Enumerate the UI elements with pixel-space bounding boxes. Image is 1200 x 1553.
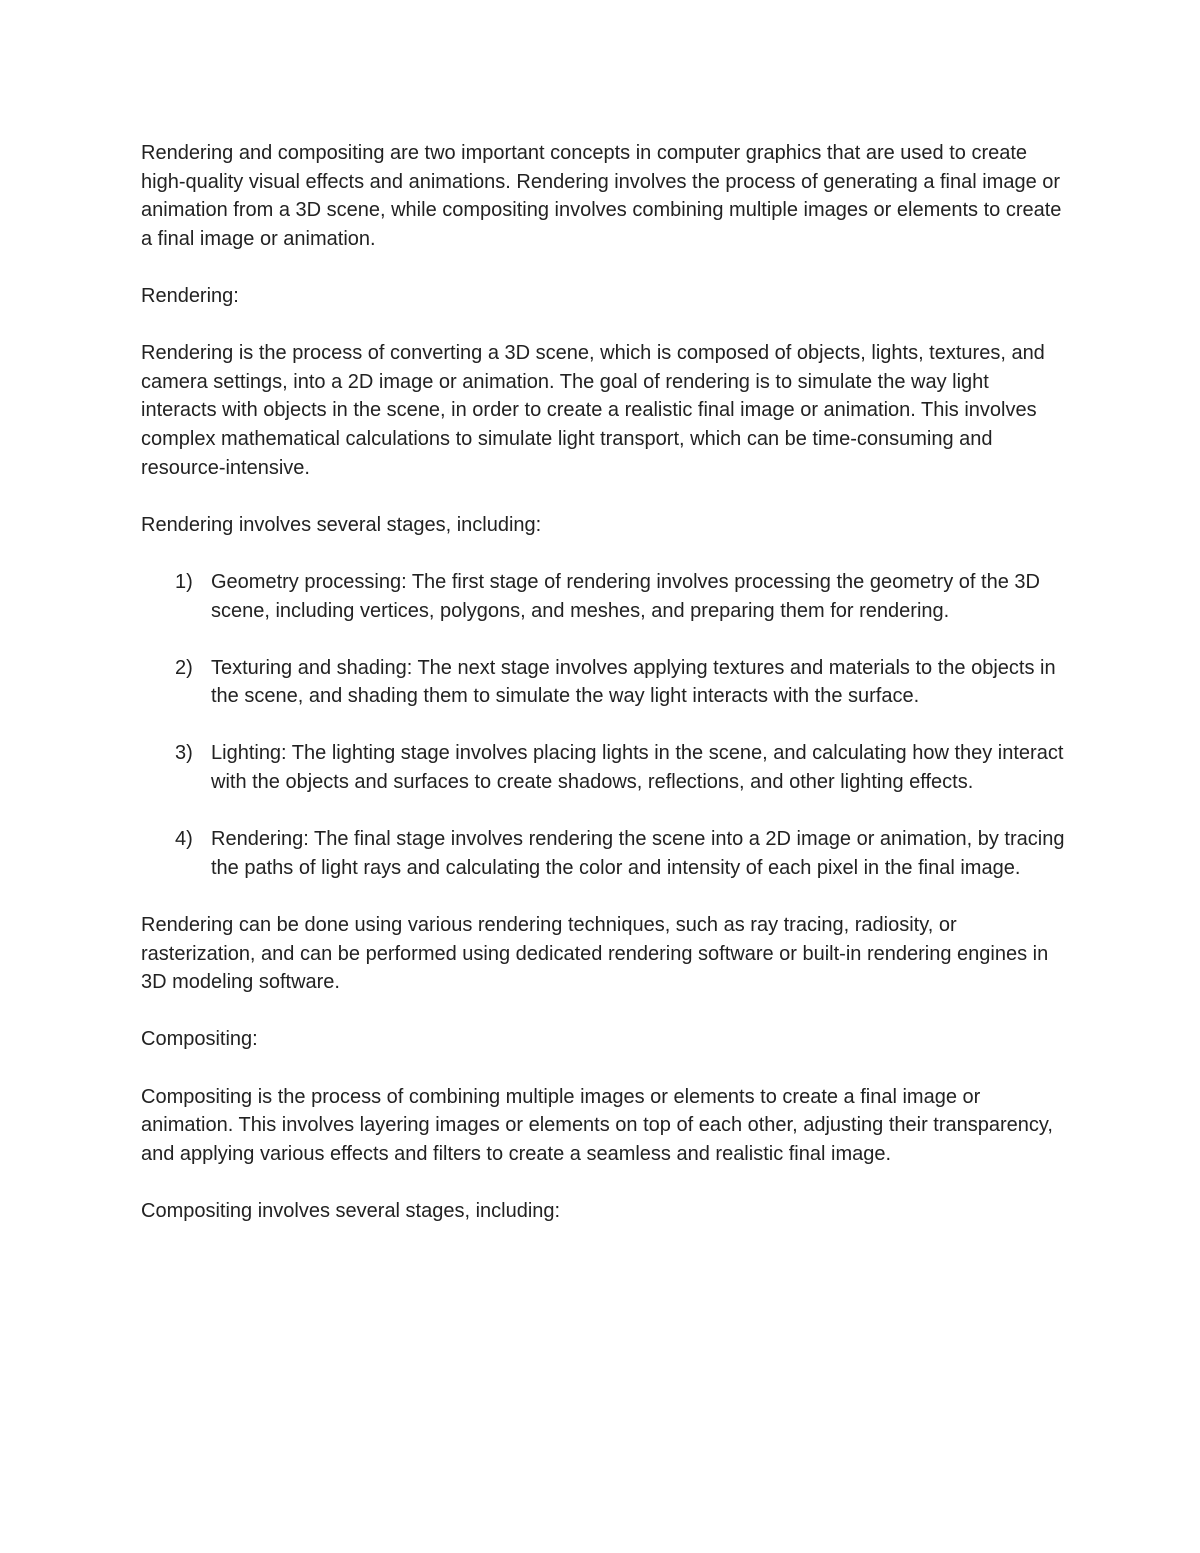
rendering-techniques-paragraph: Rendering can be done using various rendering techniques, such as ray tracing, radiosity, or rasterization, and can be performed using dedicated rendering software or built-in rendering engines in 3D modeling software. (141, 914, 1049, 994)
compositing-definition-paragraph: Compositing is the process of combining multiple images or elements to create a final image or animation. This involves layering images or elements on top of each other, adjusting their transparency, and applying various effects and filters to create a seamless and realistic final image. (141, 1085, 1053, 1165)
list-marker: 3) (175, 742, 193, 765)
list-marker: 4) (175, 828, 193, 851)
compositing-stages-intro: Compositing involves several stages, including: (141, 1199, 561, 1222)
list-item-text: Lighting: The lighting stage involves placing lights in the scene, and calculating how they interact with the objects and surfaces to create shadows, reflections, and other lighting effects. (211, 742, 1064, 794)
list-marker: 2) (175, 656, 193, 679)
rendering-stages-list (141, 568, 1066, 883)
rendering-definition-paragraph: Rendering is the process of converting a 3D scene, which is composed of objects, lights, textures, and camera settings, into a 2D image or animation. The goal of rendering is to simulate the way light interacts with objects in the scene, in order to create a realistic final image or animation. This involves complex mathematical calculations to simulate light transport, which can be time-consuming and resource-intensive. (141, 342, 1045, 479)
list-item (141, 654, 1066, 711)
rendering-stages-intro: Rendering involves several stages, including: (141, 513, 542, 536)
list-item-text: Geometry processing: The first stage of rendering involves processing the geometry of the 3D scene, including vertices, polygons, and meshes, and preparing them for rendering. (211, 570, 1040, 622)
document-body (141, 139, 1066, 1254)
list-item-text: Rendering: The final stage involves rendering the scene into a 2D image or animation, by tracing the paths of light rays and calculating the color and intensity of each pixel in the final image. (211, 828, 1065, 879)
list-item (141, 568, 1066, 625)
list-item-text: Texturing and shading: The next stage involves applying textures and materials to the objects in the scene, and shading them to simulate the way light interacts with the surface. (211, 656, 1056, 708)
intro-paragraph: Rendering and compositing are two important concepts in computer graphics that are used to create high-quality visual effects and animations. Rendering involves the process of generating a final image or animation from a 3D scene, while compositing involves combining multiple images or elements to create a final image or animation. (141, 142, 1062, 250)
list-item (141, 739, 1066, 796)
list-item (141, 825, 1066, 882)
compositing-heading: Compositing: (141, 1028, 258, 1051)
rendering-heading: Rendering: (141, 284, 239, 307)
list-marker: 1) (175, 570, 193, 593)
